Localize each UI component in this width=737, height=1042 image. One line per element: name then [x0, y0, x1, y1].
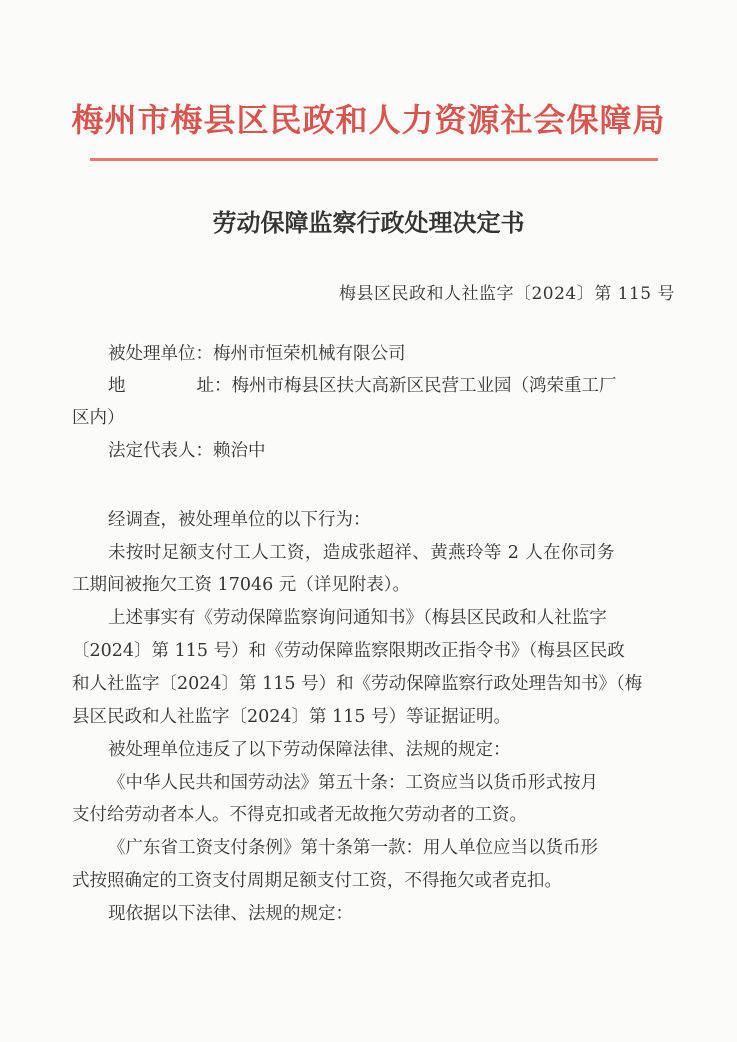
paragraph-evidence-line1: 上述事实有《劳动保障监察询问通知书》（梅县区民政和人社监字: [108, 608, 607, 628]
document-title: 劳动保障监察行政处理决定书: [212, 208, 525, 237]
red-divider: [90, 158, 658, 161]
wage-regulation-line1: 《广东省工资支付条例》第十条第一款：用人单位应当以货币形: [108, 838, 598, 858]
address-value: 梅州市梅县区扶大高新区民营工业园（鸿荣重工厂: [231, 376, 617, 396]
paragraph-violation-line2: 工期间被拖欠工资 17046 元（详见附表）。: [72, 575, 411, 595]
paragraph-evidence-line4: 县区民政和人社监字〔2024〕第 115 号）等证据证明。: [72, 707, 512, 727]
representative-value: 赖治中: [213, 441, 266, 461]
labor-law-line1: 《中华人民共和国劳动法》第五十条：工资应当以货币形式按月: [108, 773, 598, 793]
agency-header: 梅州市梅县区民政和人力资源社会保障局: [71, 101, 666, 139]
address-line: [108, 374, 673, 398]
address-continuation: 区内）: [72, 408, 125, 428]
paragraph-violation-line1: 未按时足额支付工人工资，造成张超祥、黄燕玲等 2 人在你司务: [108, 543, 615, 563]
labor-law-line2: 支付给劳动者本人。不得克扣或者无故拖欠劳动者的工资。: [72, 805, 527, 825]
paragraph-basis: 现依据以下法律、法规的规定：: [108, 904, 353, 924]
unit-label: 被处理单位：: [108, 344, 213, 364]
address-colon: ：: [214, 376, 232, 396]
paragraph-violated-laws: 被处理单位违反了以下劳动保障法律、法规的规定：: [108, 740, 511, 760]
representative-label: 法定代表人：: [108, 441, 213, 461]
document-number: 梅县区民政和人社监字〔2024〕第 115 号: [338, 284, 675, 304]
unit-value: 梅州市恒荣机械有限公司: [213, 344, 406, 364]
address-label: 地址: [108, 376, 214, 396]
wage-regulation-line2: 式按照确定的工资支付周期足额支付工资，不得拖欠或者克扣。: [72, 871, 562, 891]
paragraph-evidence-line3: 和人社监字〔2024〕第 115 号）和《劳动保障监察行政处理告知书》（梅: [72, 674, 643, 694]
paragraph-investigation: 经调查，被处理单位的以下行为：: [108, 510, 371, 530]
paragraph-evidence-line2: 〔2024〕第 115 号）和《劳动保障监察限期改正指令书》（梅县区民政: [72, 641, 625, 661]
unit-line: [108, 342, 673, 366]
representative-line: [108, 439, 673, 463]
